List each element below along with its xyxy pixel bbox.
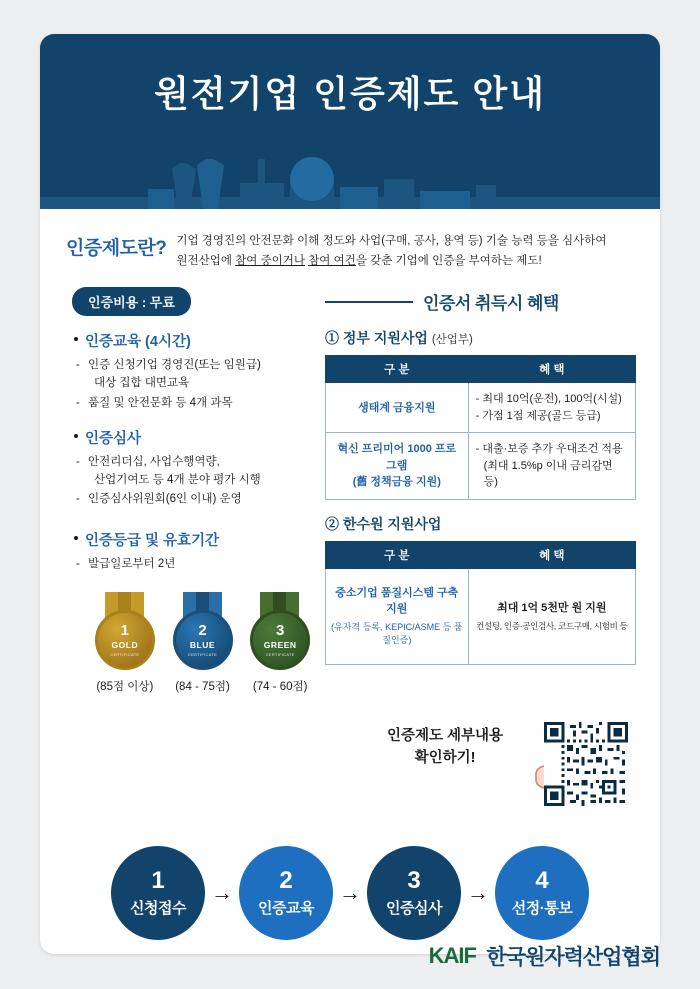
right-column [325, 281, 636, 694]
step-number: 1 [151, 866, 165, 894]
table-row [326, 433, 636, 500]
benefit-line: - 대출·보증 추가 우대조건 적용 [475, 443, 623, 456]
medal-icon [247, 592, 313, 670]
benefit-line: - 가점 1점 제공(골드 등급) [475, 409, 601, 422]
footer [0, 941, 700, 971]
dash: - [76, 396, 80, 409]
medal-cert: CERTIFICATE [187, 651, 218, 657]
organization-name: 한국원자력산업협회 [486, 946, 660, 969]
step-arrow: → [467, 880, 489, 905]
gov-benefit-table [325, 355, 636, 500]
list-item-text: 발급일로부터 2년 [88, 558, 176, 571]
list-item [72, 357, 319, 393]
benefit-header [325, 289, 636, 314]
cell-division-sub: (유자격 등록, KEPIC/ASME 등 품질인증) [331, 621, 463, 646]
medal-icon [92, 592, 158, 670]
list-item [72, 395, 319, 413]
qr-code-image [544, 722, 628, 806]
gov-number: ① [325, 330, 339, 347]
medal-gold [86, 592, 164, 694]
medal-grade: BLUE [189, 639, 216, 650]
medal-rank: 2 [198, 621, 207, 639]
benefit-title: 인증서 취득시 혜택 [423, 294, 559, 314]
col-header-division: 구 분 [326, 356, 469, 383]
process-steps [40, 846, 660, 940]
medal-score: (84 - 75점) [175, 680, 230, 693]
medal-disc [173, 610, 233, 670]
list-item [72, 556, 319, 574]
col-header-benefit: 혜 택 [468, 356, 635, 383]
benefit-line: - 최대 10억(운전), 100억(시설) [475, 393, 622, 406]
medal-icon [170, 592, 236, 670]
medal-rank: 1 [120, 621, 129, 639]
gov-title: 정부 지원사업 [342, 330, 428, 347]
step-arrow: → [339, 880, 361, 905]
qr-caption-line-2: 확인하기! [414, 749, 476, 766]
medal-grade: GREEN [263, 639, 297, 650]
medal-group [86, 592, 319, 694]
page-title: 원전기업 인증제도 안내 [154, 73, 546, 114]
col-header-division: 구 분 [326, 541, 469, 568]
table-header-row [326, 356, 636, 383]
list-item-text: 인증심사위원회(6인 이내) 운영 [88, 493, 242, 506]
list-item-text: 인증 신청기업 경영진(또는 임원급) [88, 359, 261, 372]
benefit-amount: 최대 1억 5천만 원 지원 [497, 601, 607, 614]
dash: - [76, 558, 80, 571]
cell-benefit [468, 433, 635, 500]
cell-division [326, 568, 469, 664]
section-title: 인증교육 (4시간) [72, 330, 319, 351]
section-grade [72, 529, 319, 574]
gov-subheading [325, 328, 636, 348]
medal-rank: 3 [276, 621, 285, 639]
step-label: 신청접수 [130, 899, 186, 917]
cell-division-main: 중소기업 품질시스템 구축지원 [335, 586, 459, 616]
list-item-cont: 산업기여도 등 4개 분야 평가 시행 [94, 473, 261, 486]
benefit-line-indent: (최대 1.5%p 이내 금리감면 등) [483, 459, 613, 489]
khnp-title: 한수원 지원사업 [342, 515, 442, 532]
intro-block [40, 209, 660, 271]
section-title: 인증등급 및 유효기간 [72, 529, 319, 550]
medal-score: (74 - 60점) [252, 680, 308, 693]
dash: - [76, 359, 80, 372]
cell-division-sub: (舊 정책금융 지원) [352, 476, 441, 489]
step-arrow: → [211, 880, 233, 905]
step-number: 4 [535, 866, 549, 894]
medal-score: (85점 이상) [96, 680, 154, 693]
medal-grade: GOLD [111, 639, 139, 650]
dash: - [76, 493, 80, 506]
poster-header [40, 34, 660, 209]
cell-division: 생태계 금융지원 [326, 383, 469, 433]
section-list [72, 454, 319, 509]
kaif-logo: KAIF [428, 943, 476, 968]
cell-division [326, 433, 469, 500]
qr-caption-line-1: 인증제도 세부내용 [386, 728, 504, 744]
step-label: 선정·통보 [511, 899, 573, 917]
khnp-subheading [325, 514, 636, 534]
table-row [326, 383, 636, 433]
list-item-text: 품질 및 안전문화 등 4개 과목 [88, 396, 233, 409]
khnp-benefit-table [325, 541, 636, 665]
content-columns [40, 271, 660, 694]
divider [325, 301, 413, 303]
dash: - [76, 455, 80, 468]
section-list [72, 556, 319, 574]
list-item-cont: 대상 집합 대면교육 [94, 377, 190, 390]
step-4 [495, 846, 589, 940]
step-number: 3 [407, 866, 421, 894]
cell-benefit [468, 383, 635, 433]
medal-disc [95, 610, 155, 670]
section-title: 인증심사 [72, 427, 319, 448]
intro-text [176, 231, 606, 271]
gov-note: (산업부) [431, 334, 473, 347]
col-header-benefit: 혜 택 [468, 541, 635, 568]
section-audit [72, 427, 319, 509]
qr-section [370, 726, 640, 770]
section-list [72, 357, 319, 412]
intro-line-2: 원전산업에 참여 중이거나 참여 여건을 갖춘 기업에 인증을 부여하는 제도! [176, 255, 542, 268]
cost-badge: 인증비용 : 무료 [72, 287, 191, 316]
table-header-row [326, 541, 636, 568]
step-1 [111, 846, 205, 940]
medal-green [241, 592, 319, 694]
benefit-detail: 컨설팅, 인증·공인검사, 코드구매, 시험비 등 [476, 621, 628, 632]
qr-code[interactable] [544, 722, 628, 806]
cell-division-main: 혁신 프리미어 1000 프로그램 [337, 443, 457, 472]
medal-blue [164, 592, 242, 694]
list-item-text: 안전리더십, 사업수행역량, [88, 455, 220, 468]
step-3 [367, 846, 461, 940]
list-item [72, 454, 319, 490]
qr-caption [370, 726, 520, 770]
medal-disc [250, 610, 310, 670]
intro-line-1: 기업 경영진의 안전문화 이해 정도와 사업(구매, 공사, 용역 등) 기술 능력 등을 심사하여 [176, 235, 607, 247]
table-row [326, 568, 636, 664]
khnp-number: ② [325, 515, 339, 532]
left-column [64, 281, 319, 694]
step-label: 인증교육 [258, 899, 314, 917]
nuclear-plant-illustration [40, 139, 660, 209]
poster [40, 34, 660, 954]
cell-benefit [468, 568, 635, 664]
step-label: 인증심사 [386, 899, 442, 917]
intro-label: 인증제도란? [66, 238, 167, 259]
step-2 [239, 846, 333, 940]
medal-cert: CERTIFICATE [265, 651, 295, 657]
medal-cert: CERTIFICATE [110, 651, 140, 657]
section-education [72, 330, 319, 412]
step-number: 2 [279, 866, 293, 894]
list-item [72, 491, 319, 509]
